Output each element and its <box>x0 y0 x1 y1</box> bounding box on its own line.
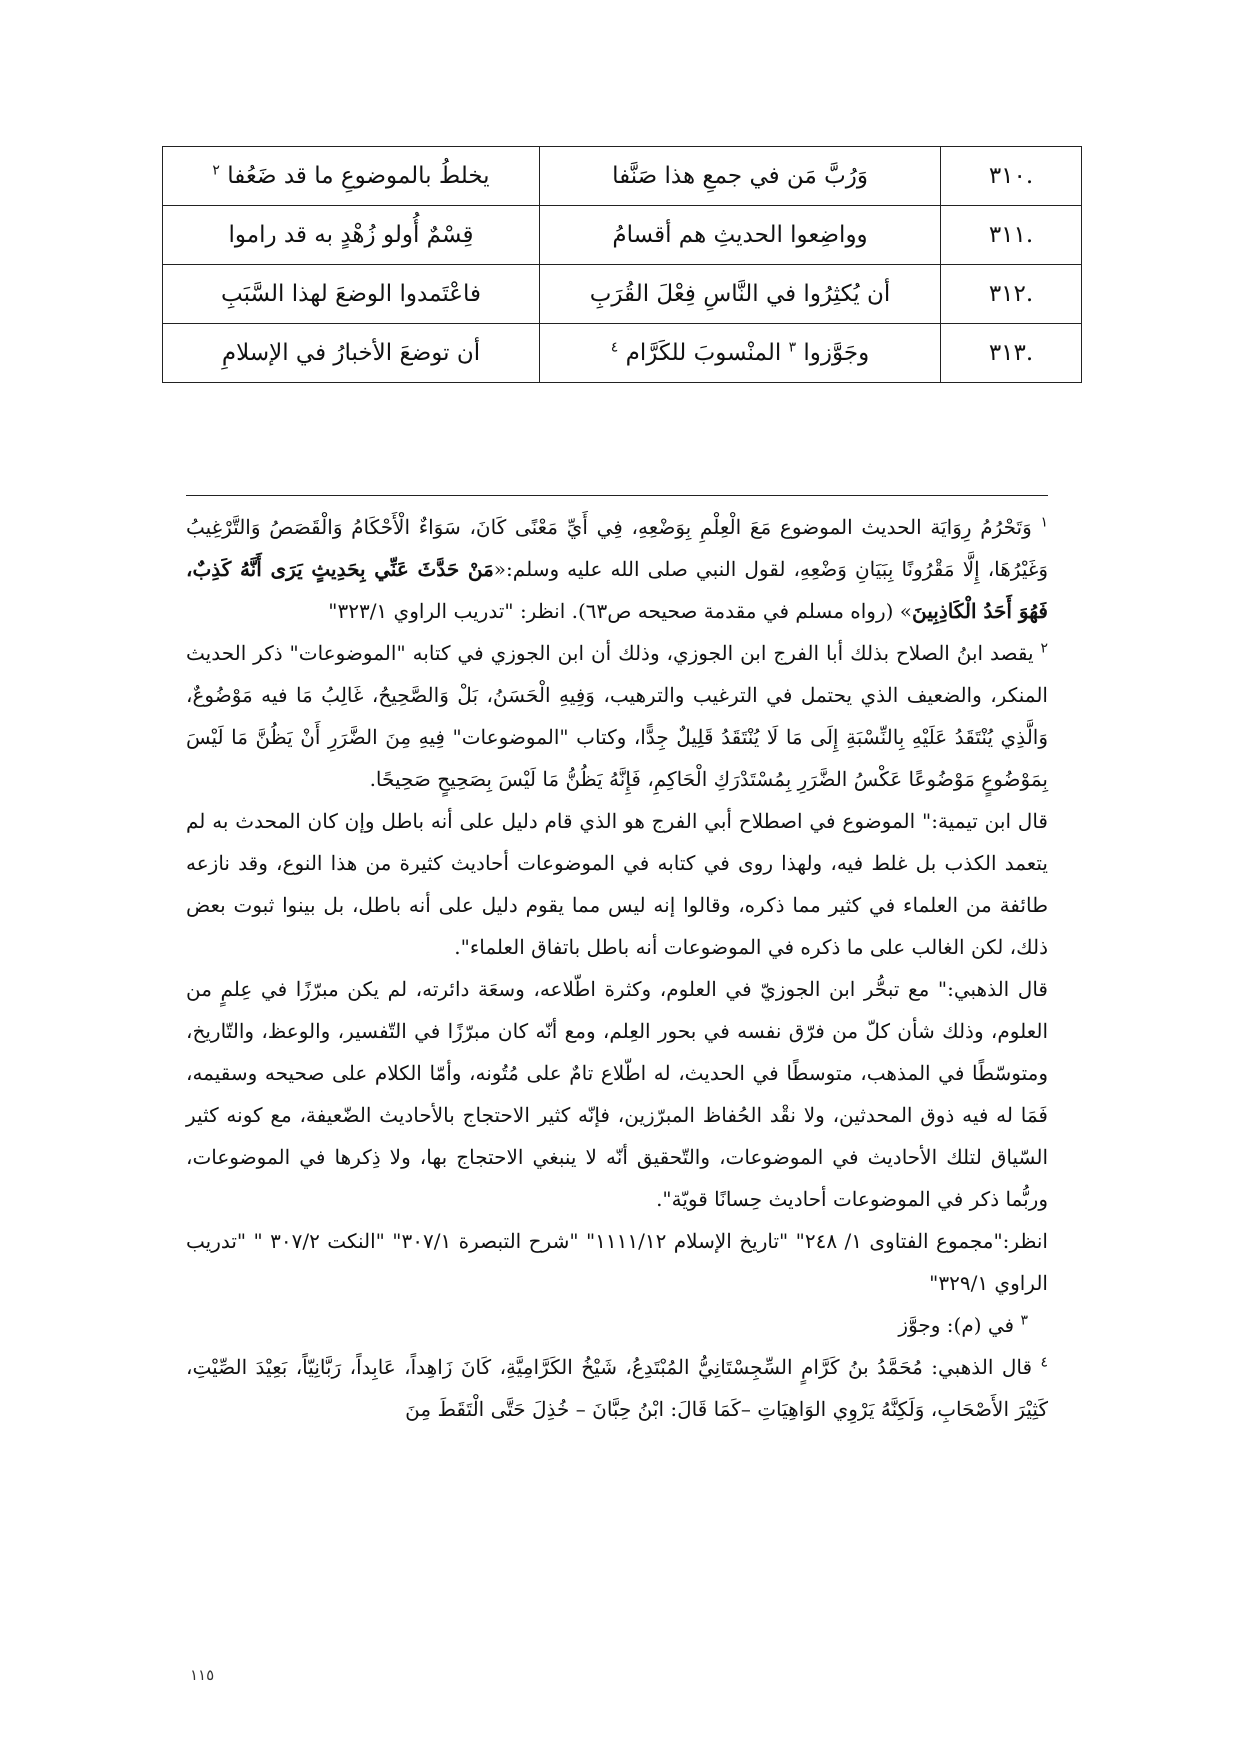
footnote-3 <box>186 1304 1048 1346</box>
poem-row <box>163 147 1082 206</box>
verse-number: .٣١٣ <box>941 324 1082 383</box>
footnote-1 <box>186 506 1048 632</box>
first-hemistich: أن يُكثِرُوا في النَّاسِ فِعْلَ القُرَبِ <box>540 265 941 324</box>
second-hemistich: فاعْتَمدوا الوضعَ لهذا السَّبَبِ <box>163 265 540 324</box>
hadith-quote: مَنْ حَدَّثَ عَنِّي بِحَدِيثٍ يَرَى أَنَّهُ كَذِبٌ، فَهُوَ أَحَدُ الْكَاذِبِينَ <box>186 557 1048 623</box>
first-hemistich: وواضِعوا الحديثِ هم أقسامُ <box>540 206 941 265</box>
footnote-2-references: انظر:"مجموع الفتاوى ١/ ٢٤٨" "تاريخ الإسلام ١١١١/١٢" "شرح التبصرة ٣٠٧/١" "النكت ٣٠٧/٢ " "تدريب الراوي ٣٢٩/١" <box>186 1229 1048 1295</box>
hemistich-text: وجَوَّزوا <box>803 340 870 366</box>
hemistich-text: يخلطُ بالموضوعِ ما قد ضَعُفا <box>227 163 490 189</box>
second-hemistich: أن توضعَ الأخبارُ في الإسلامِ <box>163 324 540 383</box>
poem-row <box>163 324 1082 383</box>
second-hemistich: قِسْمٌ أُولو زُهْدٍ به قد راموا <box>163 206 540 265</box>
footnote-text: في (م): وجوَّز <box>898 1313 1015 1337</box>
footnote-mark: ٢ <box>1040 640 1049 657</box>
poem-row <box>163 265 1082 324</box>
footnote-text: وَتَحْرُمُ رِوَايَة الحديث الموضوع مَعَ الْعِلْمِ بِوَضْعِهِ، فِي أَيِّ مَعْنًى كَانَ، سَوَاءٌ الْأَحْكَامُ وَالْقَصَصُ وَالتَّرْغِيبُ وَغَيْرُهَا، إِلَّا مَقْرُونًا بِبَيَانِ وَضْعِهِ، لقول النبي صلى الله عليه وسلم:« <box>186 515 1048 581</box>
poem-row <box>163 206 1082 265</box>
verse-number: .٣١١ <box>941 206 1082 265</box>
footnote-text: يقصد ابنُ الصلاح بذلك أبا الفرج ابن الجوزي، وذلك أن ابن الجوزي في كتابه "الموضوعات" ذكر الحديث المنكر، والضعيف الذي يحتمل في الترغيب والترهيب، وَفِيهِ الْحَسَنُ، بَلْ وَالصَّحِيحُ، غَالِبُ مَا فيه مَوْضُوعٌ، وَالَّذِي يُنْتَقَدُ عَلَيْهِ بِالنِّسْبَةِ إِلَى مَا لَا يُنْتَقَدُ قَلِيلٌ جِدًّا، وكتاب "الموضوعات" فِيهِ مِنَ الضَّرَرِ أَنْ يَظُنَّ مَا لَيْسَ بِمَوْضُوعٍ مَوْضُوعًا عَكْسُ الضَّرَرِ بِمُسْتَدْرَكِ الْحَاكِمِ، فَإِنَّهُ يَظُنُّ مَا لَيْسَ بِصَحِيحٍ صَحِيحًا. <box>186 641 1049 791</box>
poem-table <box>162 146 1082 383</box>
footnote-ref[interactable]: ٤ <box>610 339 619 356</box>
footnote-mark: ١ <box>1040 514 1048 531</box>
footnote-2-dhahabi: قال الذهبي:" مع تبحُّر ابن الجوزيّ في العلوم، وكثرة اطّلاعه، وسعَة دائرته، لم يكن مبرّزًا في عِلمٍ من العلوم، وذلك شأن كلّ من فرّق نفسه في بحور العِلم، ومع أنّه كان مبرّزًا في التّفسير، والوعظ، والتّاريخ، ومتوسّطًا في المذهب، متوسطًا في الحديث، له اطّلاع تامٌ على مُتُونه، وأمّا الكلام على صحيحه وسقيمه، فَمَا له فيه ذوق المحدثين، ولا نقْد الحُفاظ المبرّزين، فإنّه كثير الاحتجاج بالأحاديث الضّعيفة، مع كونه كثير السّياق لتلك الأحاديث في الموضوعات، والتّحقيق أنّه لا ينبغي الاحتجاج بها، ولا ذِكرها في الموضوعات، وربُّما ذكر في الموضوعات أحاديث حِسانًا قويّة". <box>186 977 1048 1211</box>
footnote-ref[interactable]: ٢ <box>212 162 220 179</box>
first-hemistich: وَرُبَّ مَن في جمعِ هذا صَنَّفا <box>540 147 941 206</box>
footnote-ref[interactable]: ٣ <box>788 339 797 356</box>
footnote-mark: ٣ <box>1020 1312 1028 1329</box>
page-number: ١١٥ <box>190 1666 215 1684</box>
footnote-separator <box>186 495 1048 496</box>
footnote-2-ibn-taymiyya: قال ابن تيمية:" الموضوع في اصطلاح أبي الفرج هو الذي قام دليل على أنه باطل وإن كان المحدث به لم يتعمد الكذب بل غلط فيه، ولهذا روى في كتابه في الموضوعات أحاديث كثيرة من هذا النوع، وقد نازعه طائفة من العلماء في كثير مما ذكره، وقالوا إنه ليس مما يقوم دليل على أنه باطل، بل بينوا ثبوت بعض ذلك، لكن الغالب على ما ذكره في الموضوعات أنه باطل باتفاق العلماء". <box>186 809 1049 959</box>
first-hemistich <box>540 324 941 383</box>
second-hemistich <box>163 147 540 206</box>
footnote-text: قال الذهبي: مُحَمَّدُ بنُ كَرَّامٍ السِّجِسْتَانِيُّ المُبْتَدِعُ، شَيْخُ الكَرَّامِيَّةِ، كَانَ زَاهِداً، عَابِداً، رَبَّانِيّاً، بَعِيْدَ الصِّيْتِ، كَثِيْرَ الأَصْحَابِ، وَلَكِنَّهُ يَرْوِي الوَاهِيَاتِ –كَمَا قَالَ: ابْنُ حِبَّانَ – خُذِلَ حَتَّى الْتَقَطَ مِنَ <box>186 1355 1048 1421</box>
hemistich-text: المنْسوبَ للكَرَّام <box>625 340 782 366</box>
footnotes <box>186 506 1048 1430</box>
footnote-text: » (رواه مسلم في مقدمة صحيحه ص٦٣). انظر: "تدريب الراوي ٣٢٣/١" <box>328 599 913 623</box>
verse-number: .٣١٢ <box>941 265 1082 324</box>
footnote-mark: ٤ <box>1040 1354 1049 1371</box>
footnote-4 <box>186 1346 1048 1430</box>
verse-number: .٣١٠ <box>941 147 1082 206</box>
footnote-2 <box>186 632 1048 800</box>
